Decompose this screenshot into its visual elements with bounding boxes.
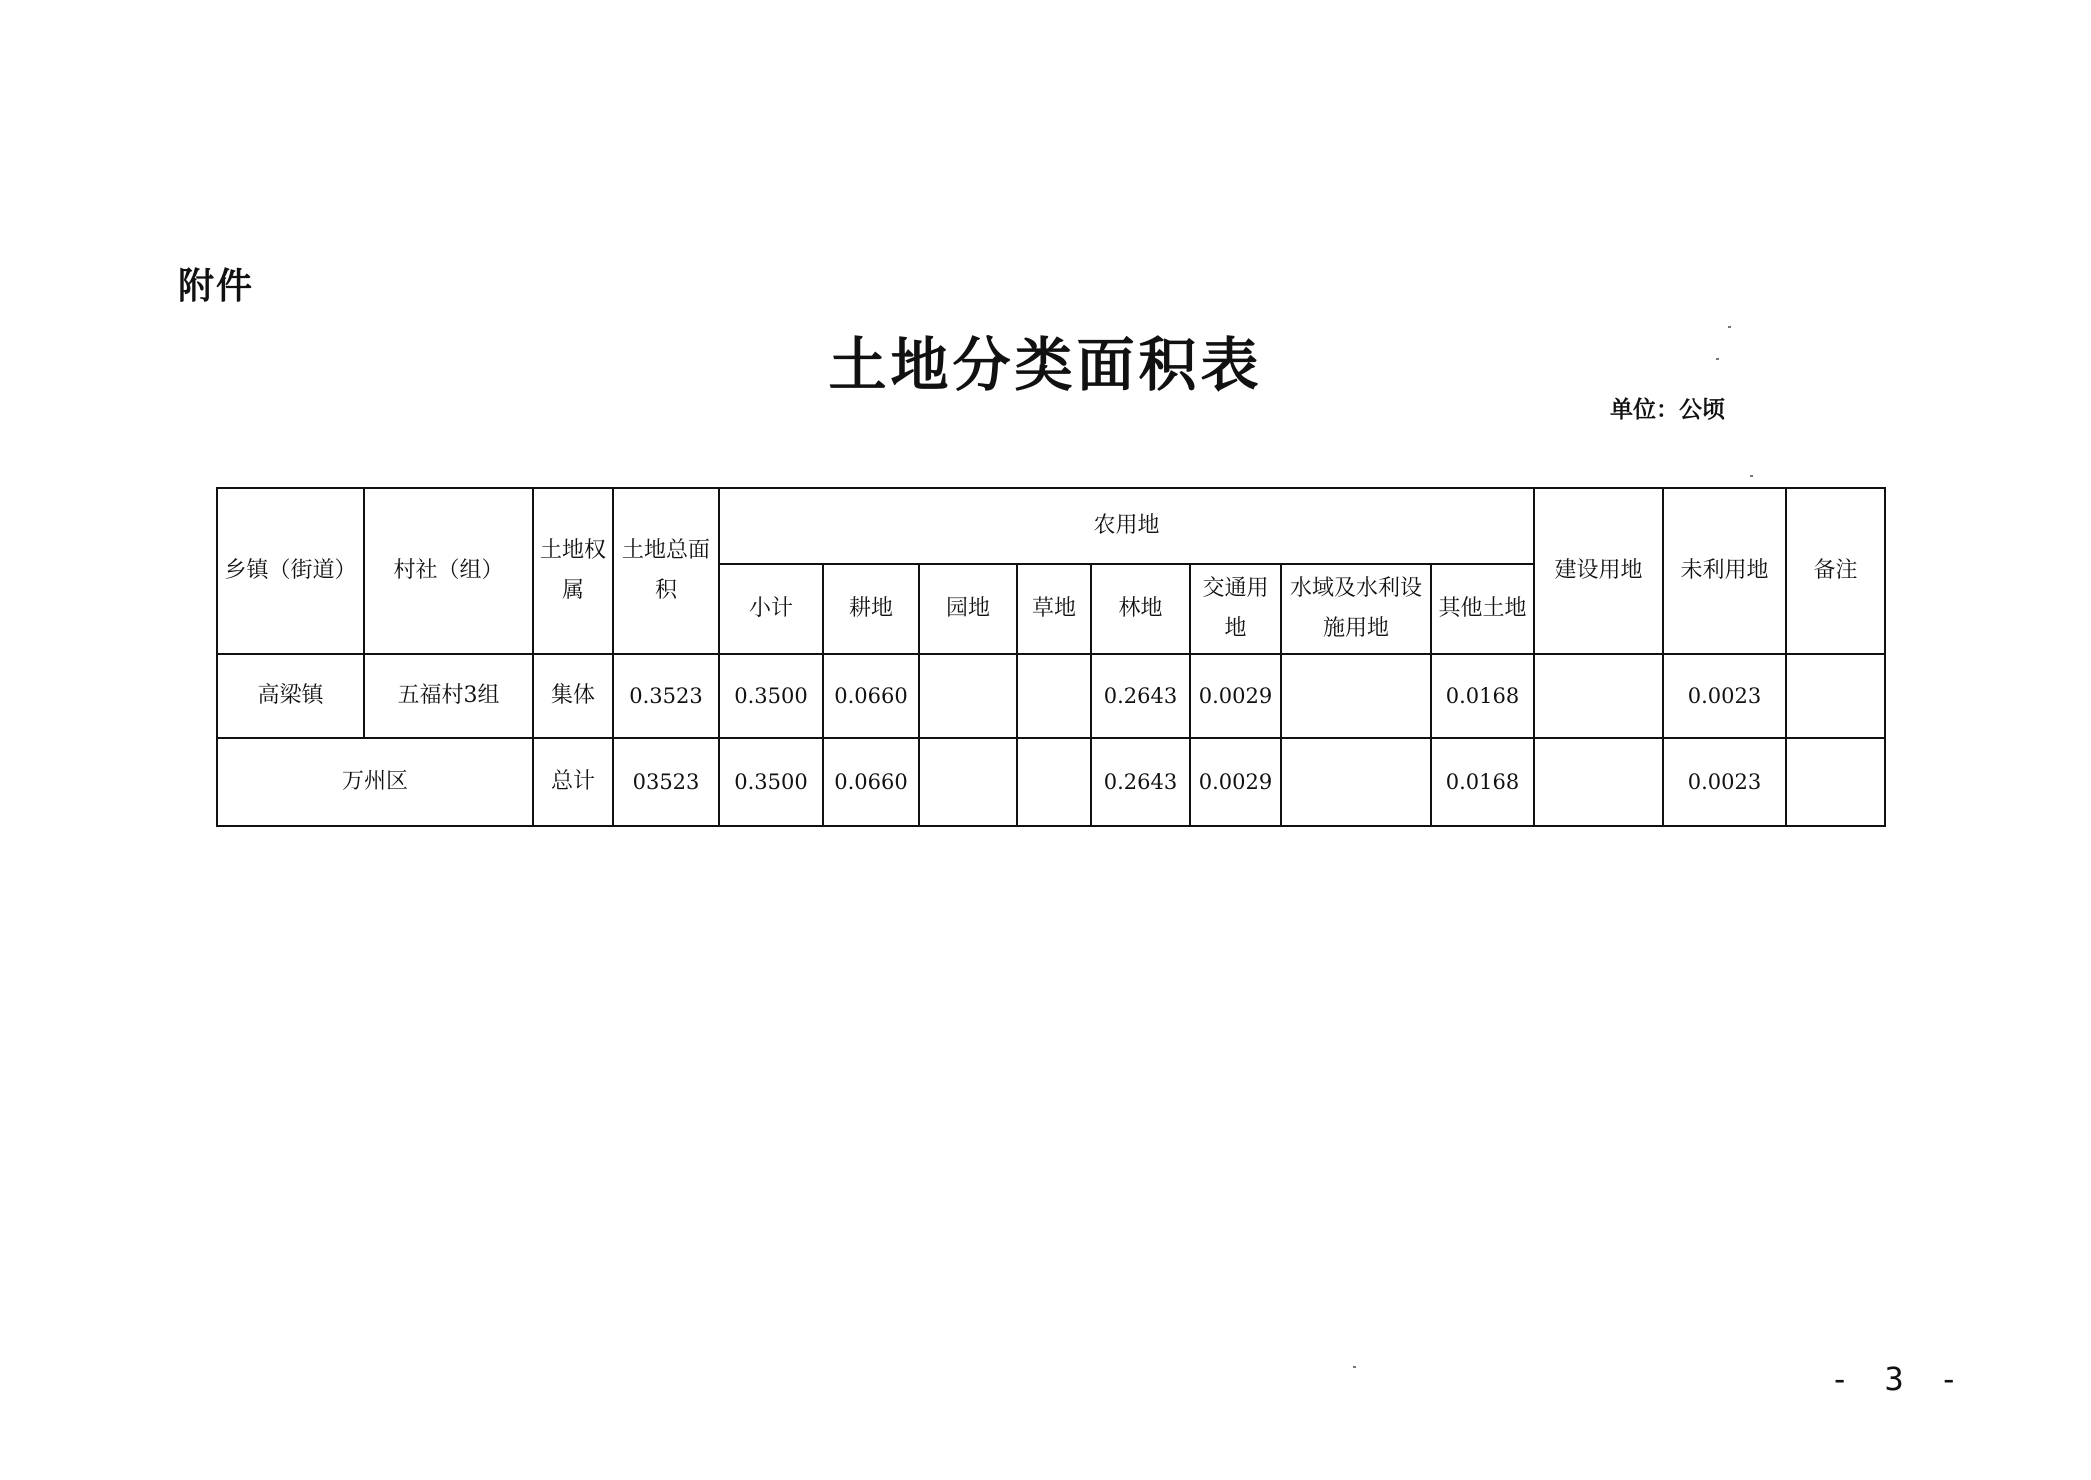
scan-speck	[1716, 358, 1719, 360]
header-row-1	[217, 488, 1885, 564]
cell-transport: 0.0029	[1190, 654, 1281, 738]
header-remarks: 备注	[1786, 488, 1885, 654]
header-transport: 交通用地	[1190, 564, 1281, 654]
cell-garden	[919, 738, 1017, 826]
header-garden: 园地	[919, 564, 1017, 654]
cell-water	[1281, 738, 1431, 826]
cell-other: 0.0168	[1431, 738, 1534, 826]
cell-subtotal: 0.3500	[719, 738, 823, 826]
cell-unused: 0.0023	[1663, 738, 1786, 826]
attachment-label: 附件	[178, 266, 255, 307]
cell-village: 五福村3组	[364, 654, 533, 738]
header-construction: 建设用地	[1534, 488, 1663, 654]
cell-subtotal: 0.3500	[719, 654, 823, 738]
cell-transport: 0.0029	[1190, 738, 1281, 826]
cell-grassland	[1017, 654, 1091, 738]
header-township: 乡镇（街道）	[217, 488, 364, 654]
cell-forest: 0.2643	[1091, 654, 1190, 738]
header-unused: 未利用地	[1663, 488, 1786, 654]
document-title: 土地分类面积表	[828, 331, 1263, 399]
total-row	[217, 738, 1885, 826]
header-agricultural: 农用地	[719, 488, 1534, 564]
cell-other: 0.0168	[1431, 654, 1534, 738]
scan-speck	[1750, 475, 1753, 477]
scan-speck	[1728, 326, 1731, 328]
scan-speck	[1353, 1366, 1356, 1368]
header-grassland: 草地	[1017, 564, 1091, 654]
cell-grassland	[1017, 738, 1091, 826]
cell-ownership: 集体	[533, 654, 613, 738]
header-cultivated: 耕地	[823, 564, 919, 654]
cell-remarks	[1786, 738, 1885, 826]
cell-water	[1281, 654, 1431, 738]
cell-cultivated: 0.0660	[823, 738, 919, 826]
header-ownership: 土地权属	[533, 488, 613, 654]
header-village: 村社（组）	[364, 488, 533, 654]
header-total-area: 土地总面积	[613, 488, 719, 654]
cell-construction	[1534, 654, 1663, 738]
cell-township: 高梁镇	[217, 654, 364, 738]
cell-total-area: 0.3523	[613, 654, 719, 738]
cell-cultivated: 0.0660	[823, 654, 919, 738]
header-other: 其他土地	[1431, 564, 1534, 654]
cell-unused: 0.0023	[1663, 654, 1786, 738]
header-water: 水域及水利设施用地	[1281, 564, 1431, 654]
cell-garden	[919, 654, 1017, 738]
cell-construction	[1534, 738, 1663, 826]
cell-total-area: 03523	[613, 738, 719, 826]
cell-forest: 0.2643	[1091, 738, 1190, 826]
table-row	[217, 654, 1885, 738]
cell-total-label: 总计	[533, 738, 613, 826]
header-subtotal: 小计	[719, 564, 823, 654]
cell-district: 万州区	[217, 738, 533, 826]
header-forest: 林地	[1091, 564, 1190, 654]
land-classification-table	[216, 487, 1886, 827]
page-number: - 3 -	[1830, 1360, 1967, 1398]
unit-label: 单位：公顷	[1610, 397, 1725, 423]
cell-remarks	[1786, 654, 1885, 738]
